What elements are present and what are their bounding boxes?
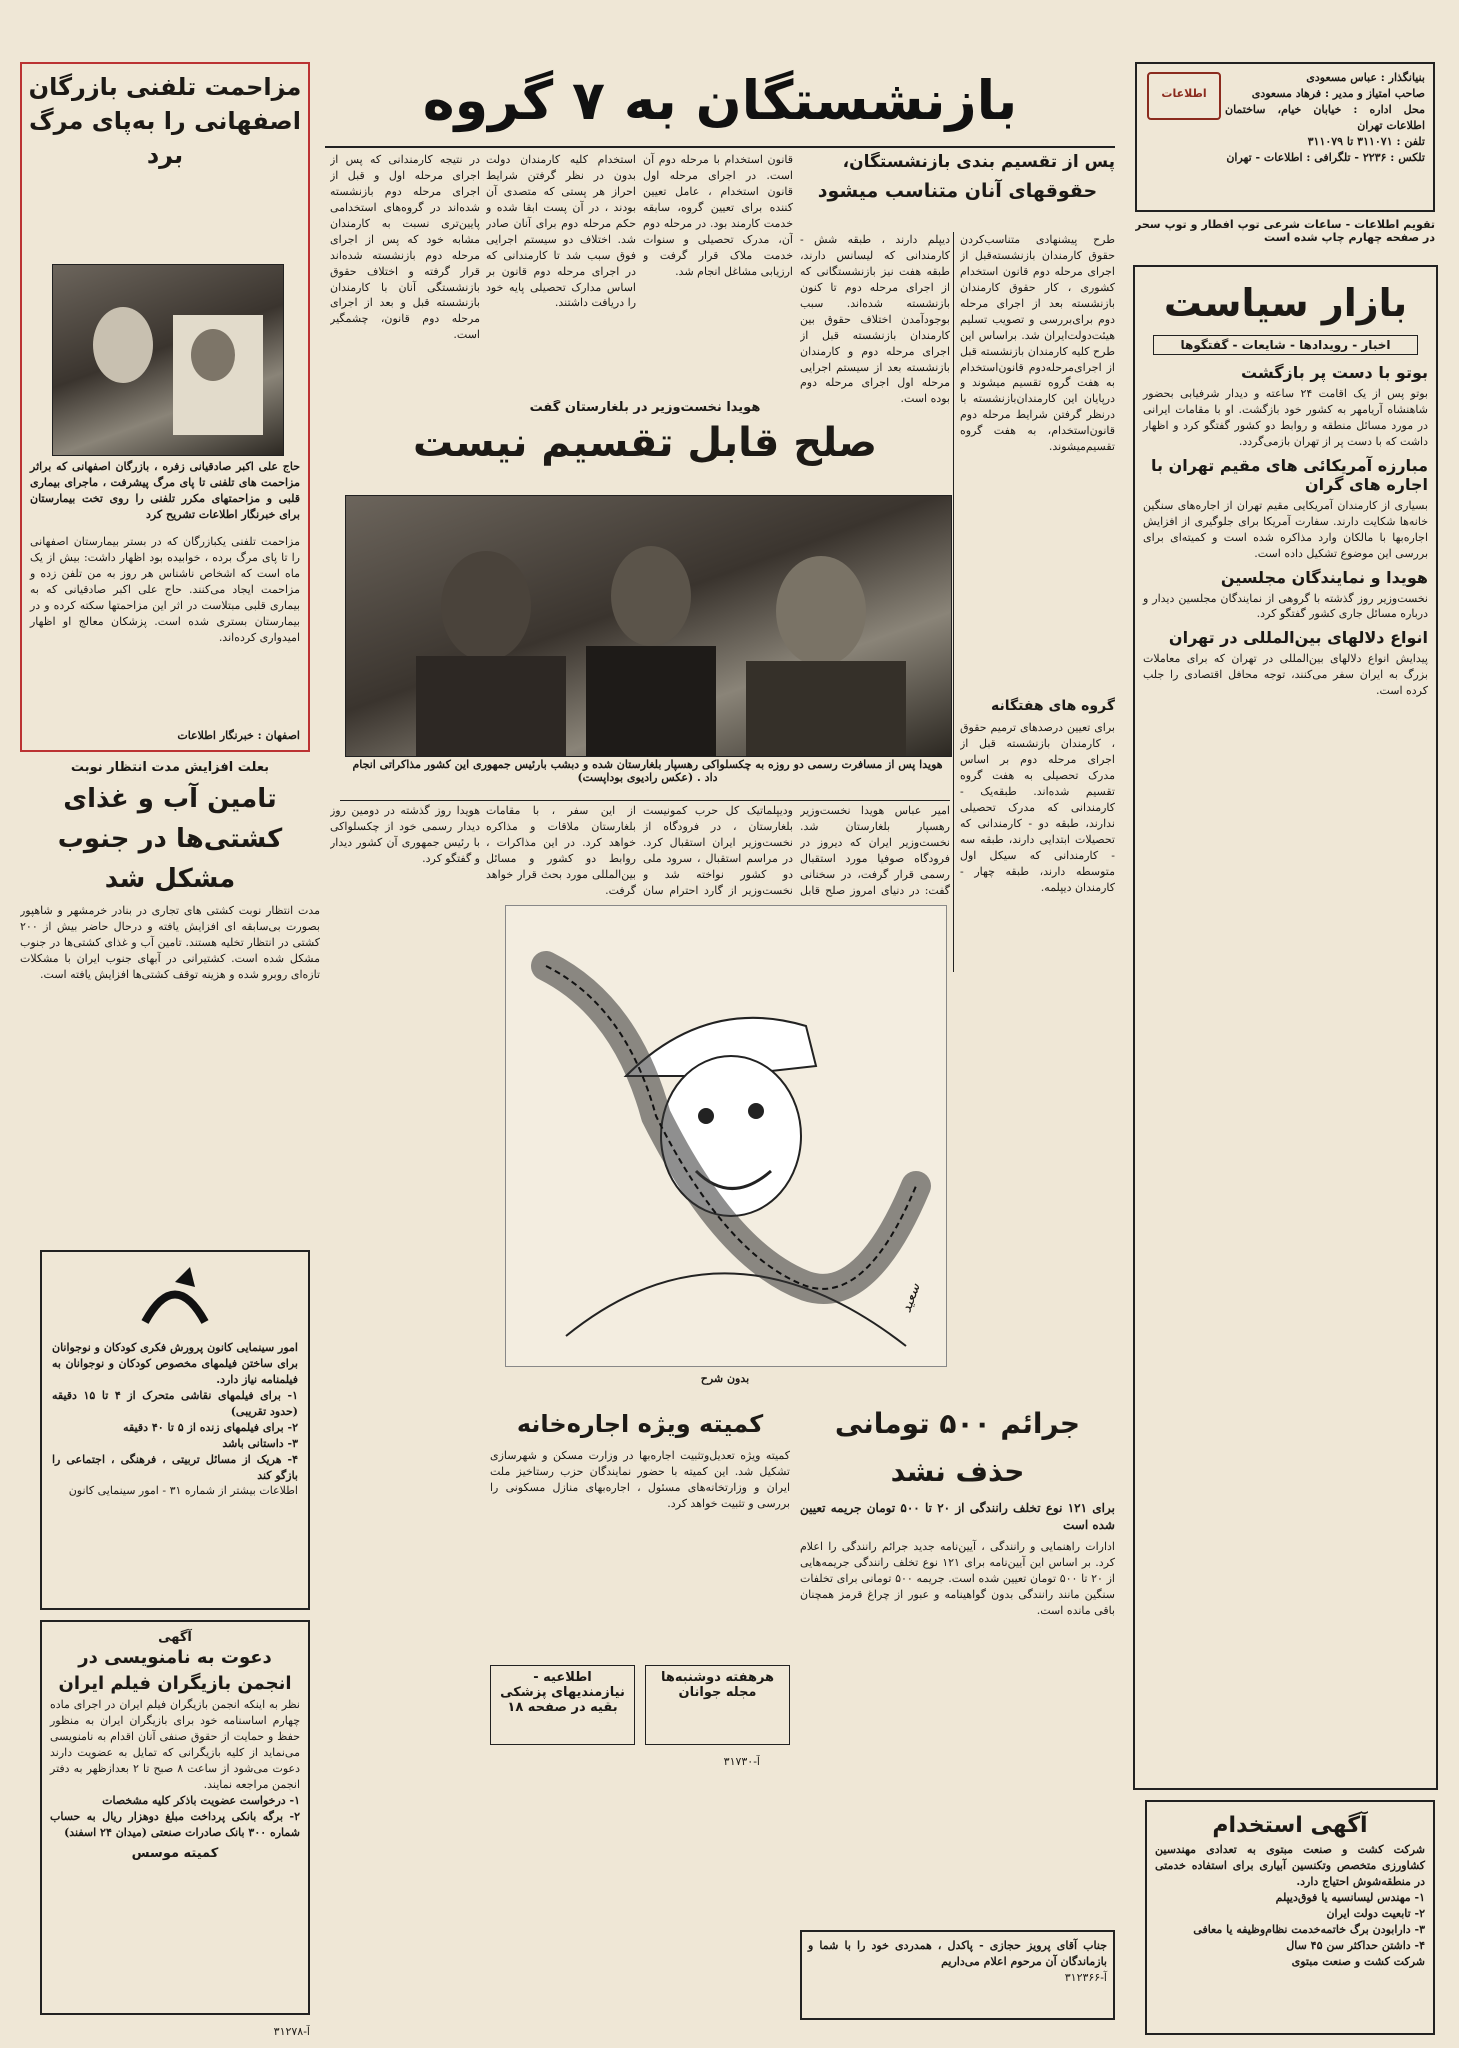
kanoon-footer: اطلاعات بیشتر از شماره ۳۱ - امور سینمایی کانون bbox=[68, 1484, 298, 1498]
cartoon-drawing bbox=[506, 906, 946, 1366]
col-rule-1 bbox=[953, 232, 954, 972]
telex: تلکس : ۲۲۳۶ - تلگرافی : اطلاعات - تهران bbox=[1226, 150, 1425, 164]
rental-article bbox=[490, 1400, 790, 1660]
job-ad-item-2: ۲- تابعیت دولت ایران bbox=[1326, 1906, 1425, 1920]
bazar-item-3-text: نخست‌وزیر روز گذشته با گروهی از نمایندگان مجلسین دیدار و درباره مسائل جاری کشور گفتگو کرد. bbox=[1143, 591, 1428, 621]
cartoon-signature: سعید bbox=[898, 1281, 924, 1315]
job-ad-title: آگهی استخدام bbox=[1212, 1813, 1368, 1838]
fines-headline: جرائم ۵۰۰ تومانی حذف نشد bbox=[834, 1407, 1081, 1488]
bazar-item-4-head: انواع دلالهای بین‌المللی در تهران bbox=[1168, 628, 1428, 648]
sub-headline-1: پس از تقسیم بندی بازنشستگان، bbox=[842, 152, 1115, 172]
logo: اطلاعات bbox=[1147, 72, 1221, 120]
threat-article bbox=[20, 62, 310, 752]
job-ad bbox=[1145, 1800, 1435, 2035]
phone: تلفن : ۳۱۱۰۷۱ تا ۳۱۱۰۷۹ bbox=[1307, 134, 1425, 148]
kanoon-item-1: ۱- برای فیلمهای نقاشی متحرک از ۴ تا ۱۵ دقیقه (حدود تقریبی) bbox=[52, 1388, 298, 1418]
notice-box-2: هرهفته دوشنبه‌ها مجله جوانان bbox=[645, 1665, 790, 1745]
bazar-subtitle: اخبار - رویدادها - شایعات - گفتگوها bbox=[1153, 335, 1418, 355]
film-ad-committee: کمیته موسس bbox=[131, 1846, 219, 1862]
film-ad-text: نظر به اینکه انجمن بازیگران فیلم ایران در اجرای ماده چهارم اساسنامه خود برای بازیگران ایران به منظور حفظ و حمایت از حقوق صنفی آنان اقدام به نامنویسی می‌نماید از کلیه بازیگرانی که تمایل به عضویت دارند دعوت می‌شود از ساعت ۸ صبح تا ۲ بعدازظهر به دفتر انجمن مراجعه نمایند. bbox=[50, 1698, 300, 1791]
peace-photo-caption: هویدا پس از مسافرت رسمی دو روزه به چکسلواکی رهسپار بلغارستان شده و دبشب بارئیس جمهوری این کشور مذاکراتی انجام داد . (عکس رادیوی بوداپست) bbox=[352, 758, 943, 784]
job-ad-footer: شرکت کشت و صنعت مبتوی bbox=[1291, 1954, 1425, 1968]
founder: بنیانگذار : عباس مسعودی bbox=[1306, 71, 1425, 84]
peace-col-4: هویدا روز گذشته در دومین روز دیدار رسمی خود از چکسلواکی با رئیس جمهوری آن کشور دیدار و گفتگو کرد. bbox=[330, 804, 480, 865]
photo-figures bbox=[346, 496, 951, 756]
bazar-item-3-head: هویدا و نمایندگان مجلسین bbox=[1220, 567, 1428, 587]
job-ad-item-1: ۱- مهندس لیسانسیه یا فوق‌دیپلم bbox=[1275, 1890, 1425, 1904]
kanoon-item-3: ۳- داستانی باشد bbox=[222, 1436, 298, 1450]
threat-text: مزاحمت تلفنی یکبازرگان که در بستر بیمارستان اصفهانی را تا پای مرگ برده ، خوابیده بود اظهار داشت: بیش از یک ماه است که اشخاص ناشناس هر روز به من تلفن زده و مزاحمت ایجاد می‌کنند. حاج علی اکبر صادقیانی که به بیماری قلبی مبتلاست در اثر این مزاحمتها سکته کرده و در بیمارستان بستری شده است. پزشکان معالج او اظهار امیدواری کرده‌اند. bbox=[30, 535, 300, 644]
kanoon-text: امور سینمایی کانون پرورش فکری کودکان و نوجوانان برای ساختن فیلمهای مخصوص کودکان و نوجوانان به فیلمنامه نیاز دارد. bbox=[52, 1341, 298, 1386]
bazar-item-1-head: بوتو با دست پر بازگشت bbox=[1241, 363, 1428, 382]
threat-headline: مزاحمت تلفنی بازرگان اصفهانی را به‌پای مرگ برد bbox=[28, 73, 302, 169]
peace-headline: صلح قابل تقسیم نیست bbox=[412, 420, 878, 466]
water-article bbox=[20, 760, 320, 1240]
film-ad-label: آگهی bbox=[158, 1630, 192, 1645]
main-col-2: دیپلم دارند ، طبقه شش - کارمندانی که لیسانس دارند، طبقه هفت نیز بازنشستگانی که از اجرای مرحله دوم‌ تا‌ کنون بازنشسته شده‌اند. سبب بوجودآمدن اختلاف حقوق بین کارمندان بازنشسته قبل از اجرای مرحله دوم و کارمندان بازنشسته بعد از سیستم اجرایی مرحله اول اجرای مرحله دوم بوده است. bbox=[800, 233, 950, 406]
footer-code-right: آ-۳۱۲۷۸ bbox=[273, 2025, 310, 2038]
notice-box-1: اطلاعیه - نیازمندیهای پزشکی بقیه در صفحه ۱۸ bbox=[490, 1665, 635, 1745]
rental-headline: کمیته ویژه اجاره‌خانه bbox=[516, 1410, 764, 1438]
peace-header bbox=[340, 400, 950, 495]
bazar-item-1-text: بوتو پس از یک اقامت ۲۴ ساعته و دیدار شرفیابی بحضور شاهنشاه آریامهر به کشور خود بازگشت. او با مقامات ایرانی در مورد مسائل منطقه و روابط دو کشور گفتگو کرد و اظهار داشت که با دست پر از تهران بازمی‌گردد. bbox=[1143, 387, 1428, 448]
office: محل اداره : خیابان خیام، ساختمان اطلاعات تهران bbox=[1225, 102, 1425, 132]
hoveyda-photo bbox=[345, 495, 952, 757]
sub-headline-2: حقوقهای آنان متناسب میشود bbox=[817, 180, 1098, 202]
water-kicker: بعلت افزایش مدت انتظار نوبت bbox=[70, 760, 270, 775]
main-col-1: طرح پیشنهادی متناسب‌کردن حقوق کارمندان بازنشسته‌قبل از اجرای مرحله دوم قانون استخدام کشوری ، کار حقوق کارمندان بازنشسته بعد از اجرای مرحله دوم برای‌بررسی و تصویب تسلیم هیئت‌دولت‌ایران شد. براساس این طرح کلیه کارمندان بازنشسته قبل از اجرای‌مرحله‌دوم قانون‌استخدام به هفت گروه تقسیم میشوند و درپایان این کارمندان‌بازنشسته با درنظر گرفتن شرایط مرحله دوم قانون‌استخدام، به هفت گروه تقسیم‌میشوند. bbox=[960, 233, 1115, 454]
cartoon bbox=[505, 905, 947, 1367]
water-text: مدت انتظار نوبت کشتی های تجاری در بنادر خرمشهر و شاهپور بصورت بی‌سابقه ای افزایش یافته و درحال حاضر بیش از ۲۰۰ کشتی در انتظار تخلیه هستند. تامین آب و غذای کشتی‌ها در جنوب مشکل شده است. کشتیرانی در آبهای جنوب ایران با مشکلات تازه‌ای روبرو شده و هزینه توقف کشتی‌ها افزایش یافته است. bbox=[20, 904, 320, 981]
film-ad-item-2: ۲- برگه بانکی پرداخت مبلغ دوهزار ریال به حساب شماره ۳۰۰ بانک صادرات صنعتی (میدان ۲۴ اسفند) bbox=[50, 1809, 300, 1839]
bazar-item-2-head: مبارزه آمریکائی های مقیم تهران با اجاره های گران bbox=[1151, 455, 1428, 494]
bazar-item-2-text: بسیاری از کارمندان آمریکایی مقیم تهران از اجاره‌های سنگین خانه‌ها شکایت دارند. سفارت آمریکا برای جلوگیری از افزایش اجاره‌بها با مالکان وارد مذاکره شده است و کمیته‌ای برای بررسی این موضوع تشکیل داده است. bbox=[1143, 498, 1428, 560]
headline-rule bbox=[325, 146, 1115, 148]
owner: صاحب امتیاز و مدیر : فرهاد مسعودی bbox=[1251, 86, 1425, 100]
job-ad-item-3: ۳- دارابودن برگ خاتمه‌خدمت نظام‌وظیفه یا معافی bbox=[1193, 1922, 1425, 1936]
small-ad bbox=[800, 1930, 1115, 2020]
film-ad bbox=[40, 1620, 310, 2015]
calendar-note: تقویم اطلاعات - ساعات شرعی توپ افطار و توپ سحر در صفحه چهارم چاپ شده است bbox=[1135, 218, 1435, 244]
bazar-title: بازار سیاست bbox=[1163, 281, 1408, 325]
threat-caption: حاج علی اکبر صادقیانی زفره ، بازرگان اصفهانی که براثر مزاحمت های تلفنی تا پای مرگ پیشرفت ، ماجرای بیماری قلبی و مزاحمتهای مکرر تلفنی را روی تخت بیمارستان برای خبرنگار اطلاعات تشریح کرد bbox=[30, 460, 300, 521]
rental-text: کمیته ویژه تعدیل‌وتثبیت اجاره‌بها در وزارت مسکن و شهرسازی تشکیل شد. این کمیته با حضور نمایندگان حزب رستاخیز ملت ایران و وزارتخانه‌های مسئول ، اجاره‌بهای منازل مسکونی را بررسی و تثبیت خواهد کرد. bbox=[490, 1449, 790, 1510]
main-headline-area bbox=[325, 60, 1115, 145]
peace-rule bbox=[340, 800, 950, 801]
kanoon-ad bbox=[40, 1250, 310, 1610]
footer-code-left: آ-۳۱۷۳۰ bbox=[723, 1755, 760, 1768]
water-headline: تامین آب و غذای کشتی‌ها در جنوب مشکل شد bbox=[57, 784, 283, 894]
peace-kicker: هویدا نخست‌وزیر در بلغارستان گفت bbox=[529, 400, 761, 415]
peace-col-2: ودیپلماتیک کل حرب کمونیست بلغارستان ، در فرودگاه از نخست‌وزیر ایران استقبال کرد. در مراسم استقبال ، سرود ملی دو کشور نواخته شد و نخست‌وزیر از گارد احترام سان bbox=[643, 804, 793, 897]
groups-section: گروه های هفتگانه برای تعیین درصدهای ترمیم حقوق ، کارمندان بازنشسته قبل از اجرای مرحله دوم بر اساس مدرک تحصیلی به هفت گروه تقسیم شده‌اند. طبقه‌یک - کارمندانی که مدرک تحصیلی ندارند، طبقه دو - کارمندانی که تحصیلات ابتدایی دارند، طبقه سه - کارمندانی که سیکل اول متوسطه دارند، طبقه چهار - کارمندان دیپلمه. bbox=[960, 698, 1115, 894]
small-ad-code: آ-۳۱۲۳۶۶ bbox=[1064, 1970, 1107, 1984]
kanoon-item-2: ۲- برای فیلمهای زنده از ۵ تا ۴۰ دقیقه bbox=[123, 1420, 298, 1434]
cartoon-caption: بدون شرح bbox=[700, 1372, 750, 1385]
peace-col-3: از این سفر ، با مقامات بلغارستان ملاقات و مذاکره خواهد کرد. در این مذاکرات ، روابط دو کشور و مسائل بین‌المللی مورد بحث قرار خواهد گرفت. bbox=[486, 804, 636, 897]
masthead-box bbox=[1135, 62, 1435, 212]
fines-article bbox=[800, 1400, 1115, 1760]
groups-heading: گروه های هفتگانه bbox=[990, 698, 1115, 714]
film-ad-item-1: ۱- درخواست عضویت باذکر کلیه مشخصات bbox=[102, 1793, 300, 1807]
kanoon-item-4: ۴- هریک از مسائل تربیتی ، فرهنگی ، اجتماعی را بازگو کند bbox=[52, 1452, 298, 1482]
kanoon-logo bbox=[125, 1262, 225, 1332]
sub-headlines bbox=[800, 152, 1115, 224]
main-col-4: استخدام کلیه کارمندان دولت بدون در نظر گرفتن شرایط احراز هر پستی که متصدی آن بودند ، در آن پست ابقا شده و حکم مرحله دوم برای آنان صادر شد. اختلاف دو سیستم اجرایی فوق سبب شد تا کارمندانی که در اجرای مرحله دوم قانون بر اساس مدارک تحصیلی پایه خود را دریافت داشتند. bbox=[486, 153, 636, 310]
bazar-item-4-text: پیدایش انواع دلالهای بین‌المللی در تهران که برای معاملات بزرگ به ایران سفر می‌کنند، توجه محافل اقتصادی را جلب کرده است. bbox=[1143, 652, 1428, 698]
bazar-section bbox=[1133, 265, 1438, 1790]
fines-text: ادارات راهنمایی و رانندگی ، آیین‌نامه جدید جرائم رانندگی را اعلام کرد. بر اساس این آیین‌نامه برای ۱۲۱ نوع تخلف رانندگی جریمه‌هایی از ۲۰ تا ۵۰۰ تومان تعیین شده است. جریمه ۵۰۰ تومانی برای تخلفات سنگین مانند رانندگی بدون گواهینامه و عبور از چراغ قرمز همچنان باقی مانده است. bbox=[800, 1539, 1115, 1617]
main-col-3: قانون استخدام با مرحله دوم آن است. در اجرای مرحله اول قانون استخدام ، عامل تعیین کننده برای تعیین گروه، سابقه خدمت کارمند بود. در مرحله دوم آن، مدرک تحصیلی و سنوات خدمت ملاک قرار گرفت و ارزیابی مشاغل انجام شد. bbox=[643, 153, 793, 278]
main-headline: بازنشستگان به ۷ گروه bbox=[422, 69, 1018, 132]
small-ad-text: جناب آقای پرویز حجازی - پاکدل ، همدردی خود را با شما و بازماندگان آن مرحوم اعلام می‌داریم bbox=[808, 1939, 1107, 1968]
threat-photo bbox=[52, 264, 284, 456]
job-ad-intro: شرکت کشت و صنعت مبتوی به تعدادی مهندسین کشاورزی متخصص وتکنسین آبیاری برای استفاده خدمتی در منطقه‌شوش احتیاج دارد. bbox=[1155, 1843, 1425, 1888]
fines-bullet: برای ۱۲۱ نوع تخلف رانندگی از ۲۰ تا ۵۰۰ تومان جریمه تعیین شده است bbox=[800, 1501, 1115, 1533]
threat-byline: اصفهان : خبرنگار اطلاعات bbox=[177, 729, 300, 743]
peace-col-1: امیر عباس هویدا نخست‌وزیر رهسپار بلغارستان شد. نخست‌وزیر ایران که دیروز در فرودگاه صوفیا مورد استقبال رسمی قرار گرفت، در سخنانی گفت: در دنیای امروز صلح قابل bbox=[800, 804, 950, 897]
film-ad-headline: دعوت به نامنویسی در انجمن بازیگران فیلم ایران bbox=[58, 1647, 292, 1694]
job-ad-item-4: ۴- داشتن حداکثر سن ۴۵ سال bbox=[1286, 1938, 1425, 1952]
main-col-5: در نتیجه کارمندانی که پس از اجرای مرحله اول و قبل از اجرای مرحله دوم بازنشسته شده‌اند در گروه‌های استخدامی پایین‌تری نسبت به کارمندان مشابه خود که پس از اجرای مرحله دوم بازنشسته شده‌اند قرار گرفته و اختلاف حقوق بازنشستگی آنان با کارمندان بازنشسته قبل و بعد از اجرای مرحله دوم قانون، چشمگیر است. bbox=[330, 153, 480, 342]
